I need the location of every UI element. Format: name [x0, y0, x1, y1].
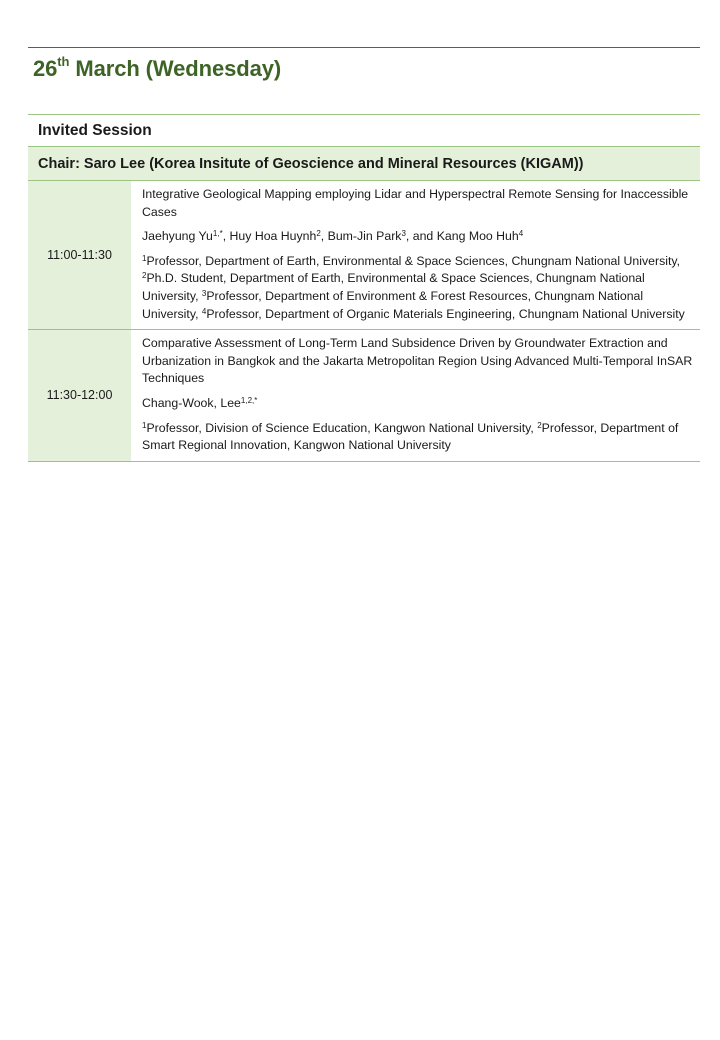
author-separator: ,	[222, 229, 230, 244]
author-name: Jaehyung Yu	[142, 229, 213, 244]
talk-row	[28, 181, 700, 330]
affiliation-mark: 2	[142, 271, 147, 281]
affiliation-mark: 4	[201, 306, 207, 316]
talk-authors	[142, 228, 694, 246]
talk-authors	[142, 395, 694, 413]
session-chair: Chair: Saro Lee (Korea Insitute of Geoscience and Mineral Resources (KIGAM))	[28, 147, 700, 181]
talk-time: 11:30-12:00	[28, 330, 131, 461]
session-table	[28, 114, 700, 462]
affiliation-text: Ph.D. Student, Department of Earth, Environmental & Space Sciences, Chungnam National University,	[142, 271, 645, 303]
affiliation-text: Professor, Department of Smart Regional Innovation, Kangwon National University	[142, 420, 679, 453]
top-rule	[28, 47, 700, 48]
day-title	[33, 56, 281, 82]
affiliation-text: Professor, Department of Environment & Forest Resources, Chungnam National University,	[142, 288, 644, 321]
affiliation-mark: 3	[201, 288, 207, 298]
author-name: Chang-Wook, Lee	[142, 395, 241, 410]
author-name: Kang Moo Huh	[436, 229, 519, 244]
affiliation-mark: 2	[537, 420, 542, 430]
author-separator: , and	[405, 229, 437, 244]
author-affiliation-mark: 2	[316, 229, 321, 239]
talk-row	[28, 330, 700, 462]
author-affiliation-mark: 1,2,*	[240, 395, 258, 405]
day-suffix: th	[57, 54, 70, 69]
talk-time: 11:00-11:30	[28, 181, 131, 329]
author-name: Bum-Jin Park	[327, 229, 402, 244]
affiliation-mark: 1	[142, 420, 147, 430]
talk-details	[131, 330, 700, 461]
author-affiliation-mark: 1,*	[212, 229, 223, 239]
talk-details	[131, 181, 700, 329]
day-number: 26	[33, 56, 58, 81]
talk-affiliations	[142, 420, 694, 455]
session-title: Invited Session	[28, 114, 700, 147]
author-affiliation-mark: 3	[401, 229, 406, 239]
author-affiliation-mark: 4	[518, 229, 524, 239]
affiliation-text: Professor, Division of Science Education, Kangwon National University,	[146, 420, 538, 435]
talk-title: Comparative Assessment of Long-Term Land Subsidence Driven by Groundwater Extraction and Urbanization in Bangkok and the Jakarta Metropolitan Region Using Advanced Multi-Temporal InSAR Techniques	[142, 336, 693, 386]
talk-list	[28, 181, 700, 462]
author-separator: ,	[320, 229, 328, 244]
affiliation-text: Professor, Department of Organic Materials Engineering, Chungnam National University	[206, 306, 685, 321]
affiliation-mark: 1	[142, 253, 147, 263]
talk-title: Integrative Geological Mapping employing Lidar and Hyperspectral Remote Sensing for Inaccessible Cases	[142, 187, 689, 219]
talk-affiliations	[142, 253, 694, 323]
day-rest: March (Wednesday)	[69, 56, 282, 81]
author-name: Huy Hoa Huynh	[229, 229, 317, 244]
affiliation-text: Professor, Department of Earth, Environmental & Space Sciences, Chungnam National University,	[146, 253, 681, 268]
